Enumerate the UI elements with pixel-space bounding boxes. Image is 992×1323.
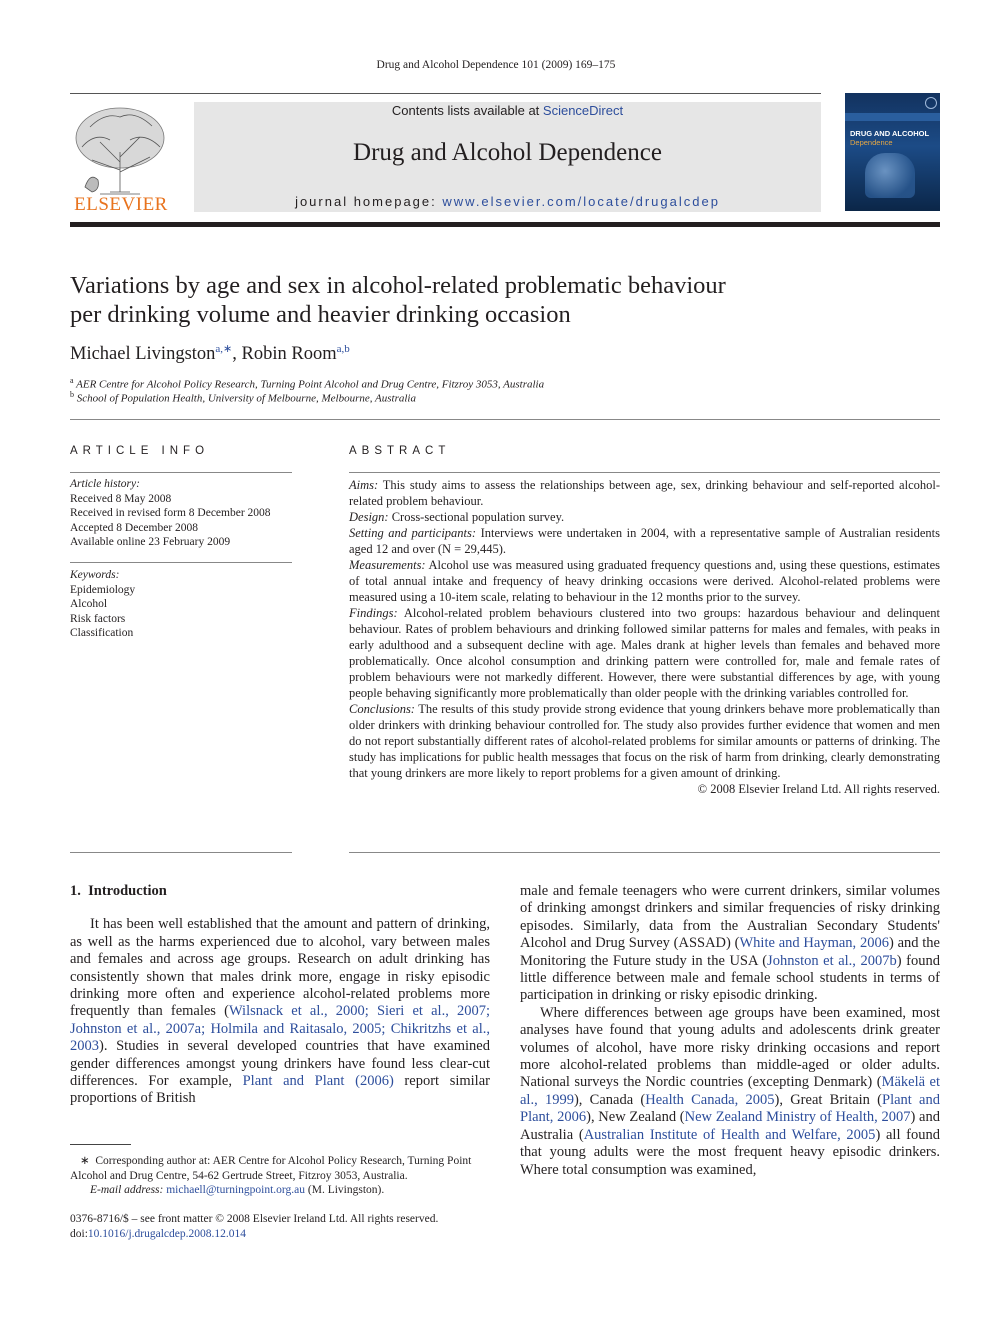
affil-text: AER Centre for Alcohol Policy Research, Turning Point Alcohol and Drug Centre, Fitzroy 3053, Australia	[76, 378, 545, 391]
history-online: Available online 23 February 2009	[70, 536, 231, 548]
setting-label: Setting and participants:	[349, 526, 477, 540]
doi-line	[70, 1227, 438, 1242]
email-link[interactable]: michaell@turningpoint.org.au	[166, 1184, 306, 1196]
author-name: Robin Room	[241, 344, 337, 365]
intro-paragraph-1-continued	[520, 883, 940, 1005]
article-info-heading: ARTICLE INFO	[70, 445, 210, 457]
abstract-heading: ABSTRACT	[349, 445, 451, 457]
cover-stripe	[845, 113, 940, 121]
findings-text: Alcohol-related problem behaviours clustered into two groups: hazardous behaviour and delinquent behaviour. Rates of problem behaviours and drinking followed similar patterns for males and females, with peaks in early adulthood and a subsequent decline with age. Males drank at higher levels than females and behaved more problematically. Once alcohol consumption and drinking pattern were controlled for, male and female rates of problem behaviours were not markedly different. However, there were substantial differences by age, with young people behaving significantly more problematically than older people with the drinking variables controlled for.	[349, 606, 941, 700]
measurements-text: Alcohol use was measured using graduated frequency questions and, using these questions, estimates of total annual intake and frequency of heavy drinking occasions were derived. Alcohol-related problems were measured using a 10-item scale, relating to behaviour in the 12 months prior to the survey.	[349, 558, 940, 604]
findings-label: Findings:	[349, 606, 398, 620]
doi-label: doi:	[70, 1228, 88, 1240]
abstract-body	[349, 477, 940, 797]
paragraph-text: ) found little difference between male and female school students in terms of participation in drinking or risky episodic drinking.	[520, 952, 940, 1004]
keywords-rule	[70, 562, 292, 563]
section-heading	[70, 883, 490, 900]
abstract-rule	[349, 472, 940, 473]
doi-link[interactable]: 10.1016/j.drugalcdep.2008.12.014	[87, 1228, 246, 1240]
affiliation-b	[70, 390, 416, 405]
abstract-aims	[349, 477, 940, 509]
setting-text: Interviews were undertaken in 2004, with a representative sample of Australian residents aged 12 and over (N = 29,445).	[349, 526, 940, 556]
paragraph-text: ) all found that young adults were the most frequent heavy episodic drinkers. Where total consumption was examined,	[520, 1126, 941, 1178]
elsevier-wordmark: ELSEVIER	[74, 194, 168, 215]
issn-line: 0376-8716/$ – see front matter © 2008 Elsevier Ireland Ltd. All rights reserved.	[70, 1213, 439, 1225]
section-number: 1.	[70, 883, 81, 899]
paragraph-text: Where differences between age groups have been examined, most analyses have found that young adults and adolescents drink greater volumes of alcohol, have more risky drinking occasions and report more alcohol-related problems than middle-aged or older adults. National surveys the Nordic countries (excepting Denmark) (	[520, 1004, 940, 1091]
abstract-conclusions	[349, 701, 940, 781]
contents-prefix: Contents lists available at	[391, 103, 543, 118]
keyword: Epidemiology	[70, 583, 136, 596]
affil-marker: b	[70, 390, 74, 399]
email-suffix: (M. Livingston).	[307, 1184, 385, 1196]
footnote-rule	[70, 1144, 131, 1145]
citation-link[interactable]: Plant and Plant (2006)	[242, 1073, 394, 1090]
paragraph-text: ) and Australia (	[520, 1109, 940, 1143]
affiliation-a	[70, 376, 544, 391]
paragraph-text: ), New Zealand (	[586, 1109, 685, 1126]
conclusions-text: The results of this study provide strong evidence that young drinkers behave more problematically than older drinkers with drinking behaviour controlled for. The study also provides further evidence that women and men do not report substantially different rates of alcohol-related problems for similar amounts or patterns of drinking. The study has implications for public health messages that focus on the risk of harm from drinking, clearly demonstrating that young drinkers are more likely to report problems for a given amount of drinking.	[349, 702, 940, 780]
abstract-measurements	[349, 557, 940, 605]
article-info-end-rule	[70, 852, 292, 853]
intro-left-column	[70, 883, 490, 1108]
history-accepted: Accepted 8 December 2008	[70, 521, 199, 534]
elsevier-logo[interactable]	[70, 102, 172, 214]
email-label: E-mail address:	[90, 1184, 164, 1196]
paragraph-text: ), Great Britain (	[774, 1091, 882, 1108]
history-revised: Received in revised form 8 December 2008	[70, 507, 271, 519]
design-text: Cross-sectional population survey.	[391, 510, 565, 524]
aims-text: This study aims to assess the relationships between age, sex, drinking behaviour and self-reported alcohol-related problem behaviour.	[349, 478, 940, 508]
keyword: Risk factors	[70, 612, 126, 625]
article-history	[70, 477, 292, 550]
paragraph-text: ), Canada (	[573, 1091, 646, 1108]
abstract-copyright: © 2008 Elsevier Ireland Ltd. All rights reserved.	[697, 782, 940, 796]
affil-text: School of Population Health, University of Melbourne, Melbourne, Australia	[76, 392, 416, 405]
affil-marker: a	[70, 376, 74, 385]
citation-link[interactable]: White and Hayman, 2006	[739, 935, 889, 952]
intro-paragraph-1	[70, 916, 490, 1107]
citation-link[interactable]: Health Canada, 2005	[645, 1091, 775, 1108]
keywords-label: Keywords:	[70, 569, 120, 581]
paragraph-text: It has been well established that the amount and pattern of drinking, as well as the harms experienced due to alcohol, vary between males and females and across age groups. Research on adult drinking has consistently shown that males drink more, engage in risky episodic drinking more often and experience alcohol-related problems more frequently than females (	[70, 916, 490, 1020]
cover-title: DRUG AND ALCOHOL	[850, 129, 930, 138]
abstract-end-rule	[349, 852, 940, 853]
article-title	[70, 271, 830, 329]
keywords-block	[70, 568, 292, 641]
article-info-rule	[70, 472, 292, 473]
abstract-findings	[349, 605, 940, 701]
homepage-link[interactable]: www.elsevier.com/locate/drugalcdep	[442, 194, 720, 209]
homepage-prefix: journal homepage:	[295, 194, 443, 209]
author-list: Michael Livingston$^{a,∗}$, Robin Room$^{a,b}$	[70, 343, 350, 365]
front-matter	[70, 1212, 438, 1242]
cover-seal-icon	[925, 97, 937, 109]
title-line-1: Variations by age and sex in alcohol-related problematic behaviour	[70, 272, 726, 299]
corresponding-author-footnote	[70, 1154, 490, 1198]
aims-label: Aims:	[349, 478, 379, 492]
paragraph-text: report similar proportions of British	[70, 1073, 490, 1107]
journal-homepage	[194, 194, 821, 209]
intro-paragraph-2	[520, 1005, 940, 1179]
author-affil-marker[interactable]: a,∗	[215, 343, 233, 355]
masthead-rule	[70, 222, 940, 227]
measurements-label: Measurements:	[349, 558, 426, 572]
section-divider	[70, 419, 940, 420]
author-name: Michael Livingston	[70, 344, 216, 365]
sciencedirect-link[interactable]: ScienceDirect	[542, 103, 624, 118]
paragraph-text: ) and the Monitoring the Future study in the USA (	[520, 935, 940, 969]
citation-link[interactable]: Johnston et al., 2007b	[767, 952, 897, 969]
citation-link[interactable]: Mäkelä et al., 1999	[520, 1074, 940, 1108]
conclusions-label: Conclusions:	[349, 702, 415, 716]
contents-line	[194, 103, 821, 118]
abstract-design	[349, 509, 940, 525]
citation-link[interactable]: Plant and Plant, 2006	[520, 1091, 940, 1126]
cover-glass-image	[865, 153, 915, 198]
design-label: Design:	[349, 510, 389, 524]
history-received: Received 8 May 2008	[70, 492, 172, 505]
citation-link[interactable]: New Zealand Ministry of Health, 2007	[684, 1109, 911, 1126]
journal-cover-image[interactable]	[845, 93, 940, 211]
journal-title: Drug and Alcohol Dependence	[353, 139, 662, 166]
header-rule	[70, 93, 821, 94]
citation-link[interactable]: Wilsnack et al., 2000; Sieri et al., 2007; Johnston et al., 2007a; Holmila and Raitasalo, 2005; Chikritzhs et al., 2003	[70, 1003, 490, 1055]
history-label: Article history:	[70, 478, 140, 490]
paragraph-text: ). Studies in several developed countries that have examined gender differences amongst young drinkers have found less clear-cut differences. For example,	[70, 1038, 490, 1090]
section-title: Introduction	[88, 883, 167, 899]
footnote-text: Corresponding author at: AER Centre for Alcohol Policy Research, Turning Point Alcohol and Drug Centre, 54-62 Gertrude Street, Fitzroy 3053, Australia.	[70, 1155, 472, 1182]
citation-link[interactable]: Australian Institute of Health and Welfare, 2005	[583, 1126, 876, 1143]
footnote-marker: ∗	[80, 1155, 90, 1167]
running-header: Drug and Alcohol Dependence 101 (2009) 169–175	[376, 59, 616, 71]
title-line-2: per drinking volume and heavier drinking occasion	[70, 301, 571, 328]
abstract-setting	[349, 525, 940, 557]
author-affil-marker[interactable]: a,b	[336, 343, 350, 355]
intro-right-column	[520, 883, 940, 1179]
keyword: Classification	[70, 627, 134, 639]
paragraph-text: male and female teenagers who were current drinkers, similar volumes of drinking amongst drinkers and similar frequencies of risky drinking episodes. Similarly, data from the Australian Secondary Students' Alcohol and Drug Survey (ASSAD) (	[520, 883, 940, 952]
cover-subtitle: Dependence	[850, 138, 893, 147]
keyword: Alcohol	[70, 598, 108, 610]
